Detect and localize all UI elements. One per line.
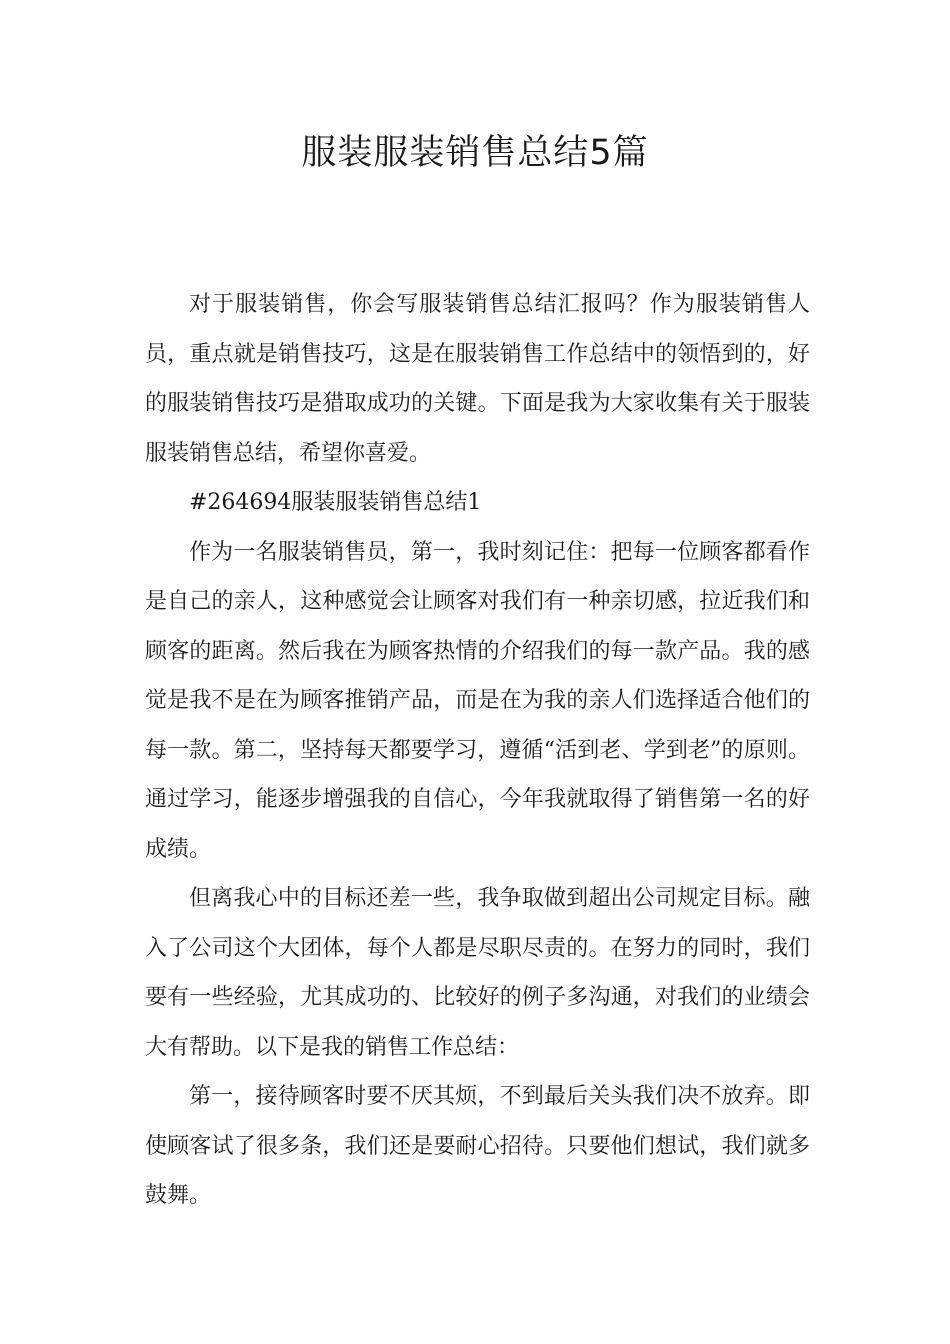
intro-paragraph: 对于服装销售，你会写服装销售总结汇报吗？作为服装销售人员，重点就是销售技巧，这是在服装销售工作总结中的领悟到的，好的服装销售技巧是猎取成功的关键。下面是我为大家收集有关于服装服装销售总结，希望你喜爱。: [145, 292, 810, 466]
body-paragraph: 但离我心中的目标还差一些，我争取做到超出公司规定目标。融入了公司这个大团体，每个人都是尽职尽责的。在努力的同时，我们要有一些经验，尤其成功的、比较好的例子多沟通，对我们的业绩会大有帮助。以下是我的销售工作总结：: [145, 886, 810, 1060]
document-body: [145, 280, 810, 1221]
body-paragraph: 作为一名服装销售员，第一，我时刻记住：把每一位顾客都看作是自己的亲人，这种感觉会让顾客对我们有一种亲切感，拉近我们和顾客的距离。然后我在为顾客热情的介绍我们的每一款产品。我的感觉是我不是在为顾客推销产品，而是在为我的亲人们选择适合他们的每一款。第二，坚持每天都要学习，遵循“活到老、学到老”的原则。通过学习，能逐步增强我的自信心，今年我就取得了销售第一名的好成绩。: [145, 539, 810, 862]
section-heading: #264694服装服装销售总结1: [189, 490, 482, 515]
body-paragraph: 第一，接待顾客时要不厌其烦，不到最后关头我们决不放弃。即使顾客试了很多条，我们还是要耐心招待。只要他们想试，我们就多鼓舞。: [145, 1084, 810, 1208]
document-title: 服装服装销售总结5篇: [301, 133, 649, 173]
